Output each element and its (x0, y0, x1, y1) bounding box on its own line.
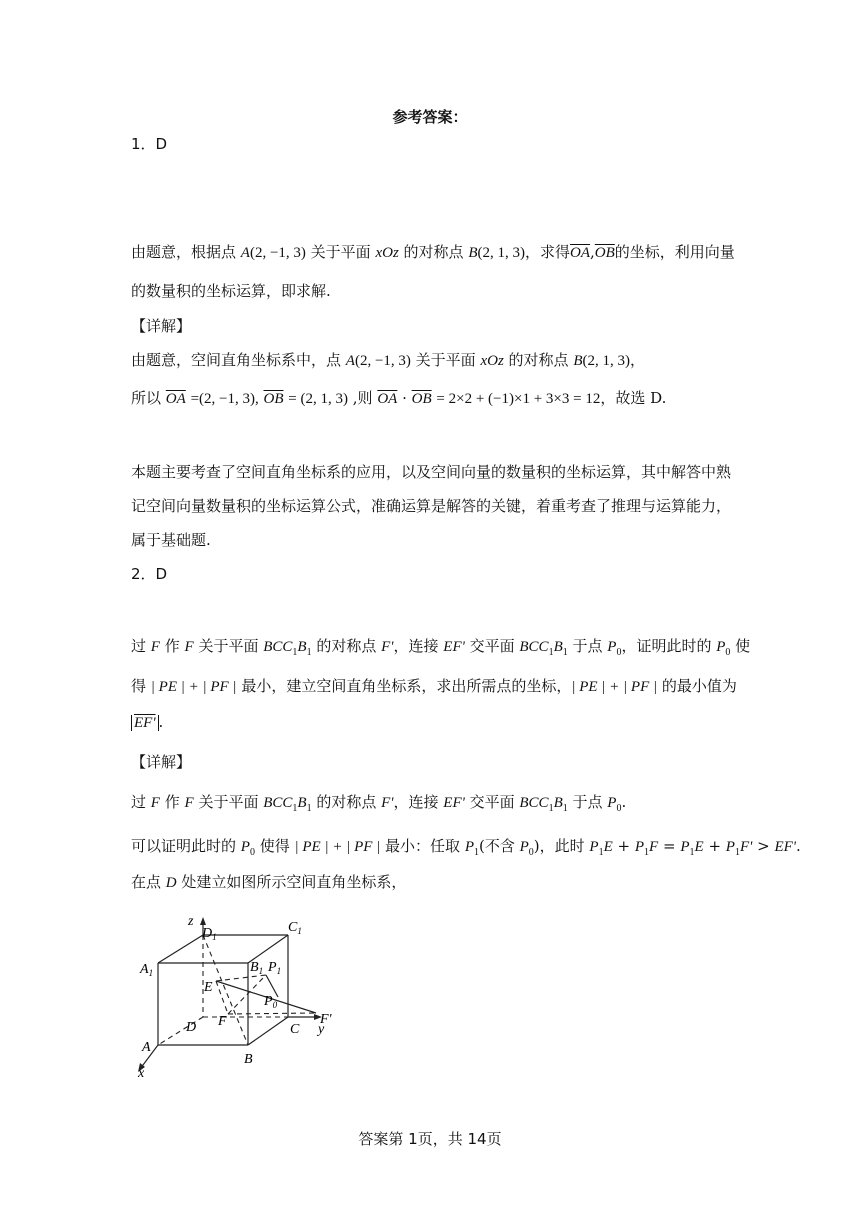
q2-detail-line-2: 可以证明此时的 $P_0$ 使得 | PE | + | PF | 最小：任取 $P_1$(不含 $P_0$)，此时 $P_1E + P_1F = P_1E + P_1F' > EF'$. (131, 837, 801, 858)
label-e: E (204, 980, 213, 995)
label-c: C (290, 1022, 300, 1037)
q1-comment-line-3: 属于基础题. (131, 531, 211, 549)
q2-detail-line-3: 在点 D 处建立如图所示空间直角坐标系， (131, 873, 407, 891)
page-title: 参考答案： (392, 108, 468, 126)
q1-detail-line-2: 所以 $\overline{OA} =(2$, −1, 3), $\overline{OB} = (2$, 1, 3) ,则 $\overline{OA} \cdot \overline{OB} = 2\times 2 + (-1)\times 1 + 3\times 3 = 12$，故选 D. (131, 389, 667, 407)
edge-b1-c1 (248, 935, 288, 963)
q2-detail-line-1: 过 F 作 F 关于平面 $BCC_1B_1$ 的对称点 F'，连接 EF' 交平面 $BCC_1B_1$ 于点 $P_0$. (131, 793, 627, 814)
cube-coordinate-figure (128, 905, 348, 1080)
label-d1: $D_1$ (202, 926, 217, 942)
q2-analysis-line-2: 得 | PE | + | PF | 最小，建立空间直角坐标系，求出所需点的坐标，| PE | + | PF | 的最小值为 (131, 677, 737, 695)
q2-analysis-line-3: EF' . (131, 712, 163, 733)
label-p0: $P_0$ (264, 994, 278, 1010)
line-f-p1 (228, 975, 266, 1014)
q1-analysis-line-1: 由题意，根据点 A(2, −1, 3) 关于平面 xOz 的对称点 B(2, 1, 3)，求得$\overline{OA},\overline{OB}$的坐标，利用向量 (131, 243, 735, 261)
label-p1: $P_1$ (268, 960, 282, 976)
label-x: x (138, 1066, 145, 1080)
label-fprime: F' (320, 1012, 332, 1027)
page-footer: 答案第 1页，共 14页 (358, 1130, 502, 1148)
q1-analysis-line-2: 的数量积的坐标运算，即求解. (131, 282, 331, 300)
line-f-fprime (228, 1013, 316, 1014)
label-a1: $A_1$ (140, 962, 154, 978)
q1-detail-heading: 【详解】 (131, 317, 192, 335)
label-f: F (218, 1014, 227, 1029)
q2-analysis-line-1: 过 F 作 F 关于平面 $BCC_1B_1$ 的对称点 F'，连接 EF' 交平面 $BCC_1B_1$ 于点 $P_0$，证明此时的 $P_0$ 使 (131, 637, 751, 658)
q1-comment-line-2: 记空间向量数量积的坐标运算公式，准确运算是解答的关键，着重考查了推理与运算能力， (131, 497, 732, 515)
label-b: B (244, 1052, 253, 1067)
q2-detail-heading: 【详解】 (131, 753, 192, 771)
label-a: A (142, 1040, 151, 1055)
q1-answer: 1．D (131, 135, 168, 153)
q1-detail-line-1: 由题意，空间直角坐标系中，点 A(2, −1, 3) 关于平面 xOz 的对称点 B(2, 1, 3)， (131, 351, 646, 369)
z-arrow (200, 917, 206, 925)
line-e-f (216, 981, 228, 1014)
label-b1: $B_1$ (250, 960, 264, 976)
label-y: y (318, 1022, 325, 1037)
q2-answer: 2．D (131, 565, 168, 583)
label-d: D (186, 1020, 197, 1035)
q1-comment-line-1: 本题主要考查了空间直角坐标系的应用，以及空间向量的数量积的坐标运算，其中解答中熟 (131, 463, 732, 481)
edge-b-c (248, 1017, 288, 1045)
edge-a1-d1 (158, 935, 203, 963)
label-c1: $C_1$ (288, 920, 302, 936)
edge-d-a (158, 1017, 203, 1045)
label-z: z (188, 914, 194, 929)
